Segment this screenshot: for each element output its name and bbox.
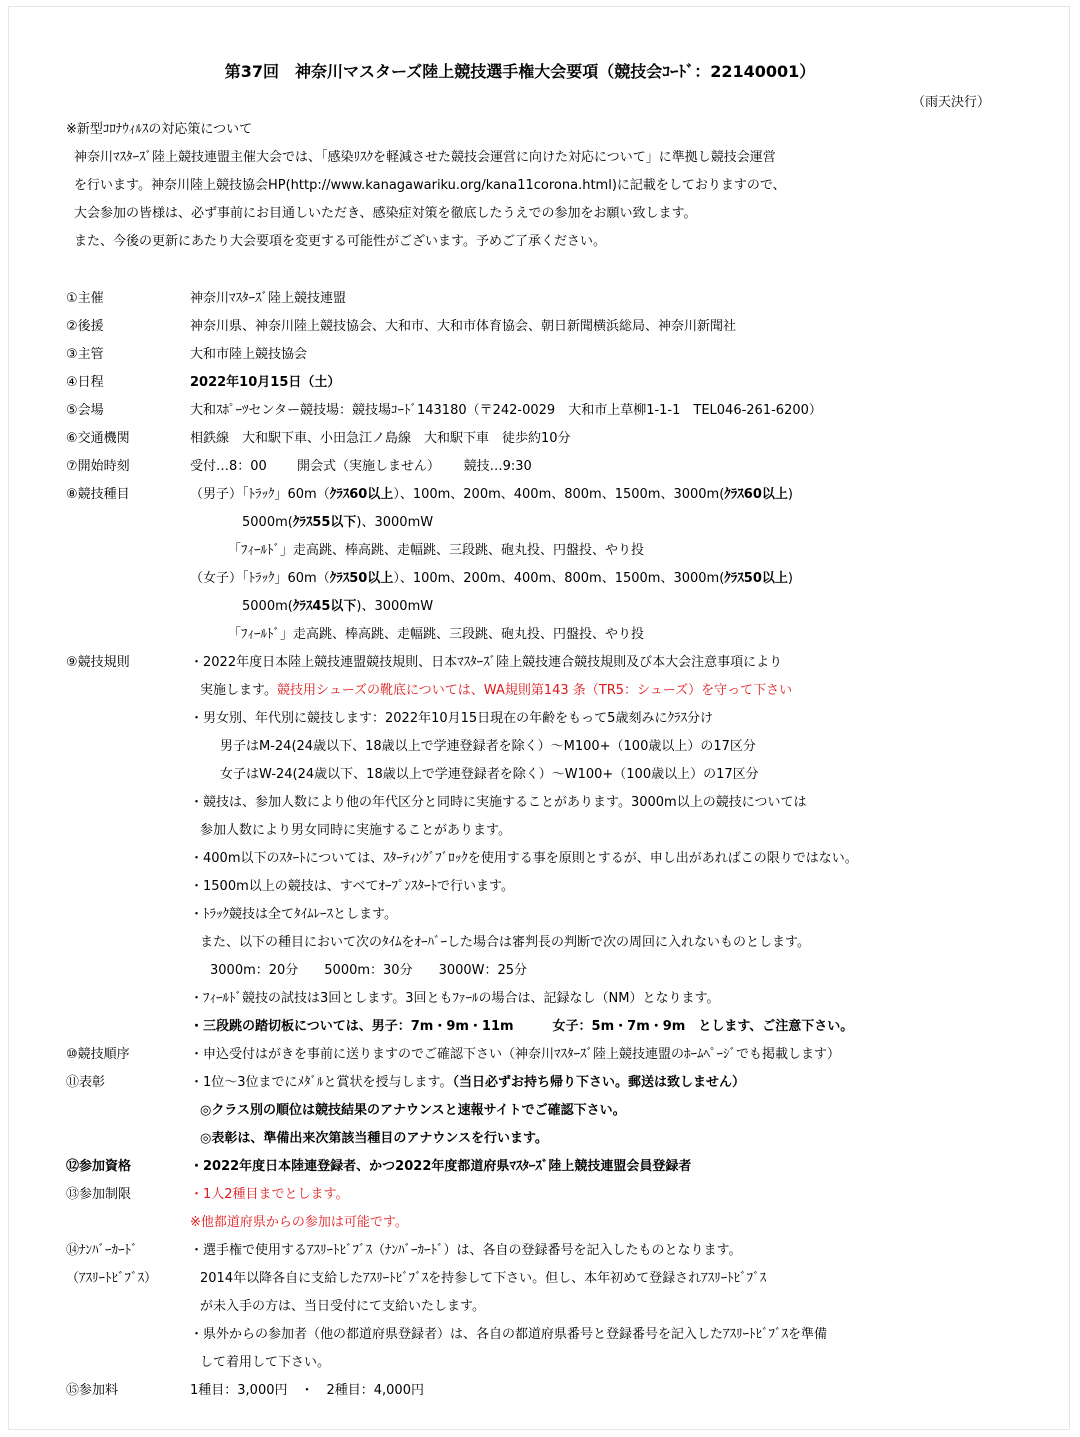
rules-line: ・ﾄﾗｯｸ競技は全てﾀｲﾑﾚｰｽとします。 bbox=[190, 907, 397, 922]
bib-line: ・県外からの参加者（他の都道府県登録者）は、各自の都道府県番号と登録番号を記入したｱｽﾘｰﾄﾋﾞﾌﾞｽを準備 bbox=[190, 1327, 828, 1342]
management-value: 大和市陸上競技協会 bbox=[190, 347, 308, 362]
order-value: ・申込受付はがきを事前に送りますのでご確認下さい（神奈川ﾏｽﾀｰｽﾞ陸上競技連盟のﾎｰﾑﾍﾟｰｼﾞでも掲載します） bbox=[190, 1047, 841, 1062]
events-label: ⑧競技種目 bbox=[66, 487, 130, 502]
bib-label: ⑭ﾅﾝﾊﾞｰｶｰﾄﾞ bbox=[66, 1243, 138, 1258]
sponsor-label: ①主催 bbox=[66, 291, 104, 306]
rules-line: ・2022年度日本陸上競技連盟競技規則、日本ﾏｽﾀｰｽﾞ陸上競技連合競技規則及び本大会注意事項により bbox=[190, 655, 783, 670]
date-value: 2022年10月15日（土） bbox=[190, 375, 341, 390]
women-field-line: 「ﾌｨｰﾙﾄﾞ」走高跳、棒高跳、走幅跳、三段跳、砲丸投、円盤投、やり投 bbox=[228, 627, 645, 642]
start-time-label: ⑦開始時刻 bbox=[66, 459, 130, 474]
sponsor-value: 神奈川ﾏｽﾀｰｽﾞ陸上競技連盟 bbox=[190, 291, 347, 306]
support-label: ②後援 bbox=[66, 319, 104, 334]
rules-line: ・1500m以上の競技は、すべてｵｰﾌﾟﾝｽﾀｰﾄで行います。 bbox=[190, 879, 514, 894]
rules-line: 3000m：20分 5000m：30分 3000W：25分 bbox=[210, 963, 528, 978]
rules-line: 女子はW-24(24歳以下、18歳以上で学連登録者を除く）～W100+（100歳以上）の17区分 bbox=[220, 767, 759, 782]
fee-value: 1種目：3,000円 ・ 2種目：4,000円 bbox=[190, 1383, 424, 1398]
shoe-rule-warning: 競技用シューズの靴底については、WA規則第143 条（TR5：シューズ）を守って下さい bbox=[276, 683, 793, 698]
rules-line: ・競技は、参加人数により他の年代区分と同時に実施することがあります。3000m以上の競技については bbox=[190, 795, 807, 810]
venue-value: 大和ｽﾎﾟｰﾂセンター競技場：競技場ｺｰﾄﾞ143180（〒242-0029 大和市上草柳1-1-1 TEL046-261-6200） bbox=[190, 403, 822, 418]
rules-label: ⑨競技規則 bbox=[66, 655, 130, 670]
rules-line: ・男女別、年代別に競技します：2022年10月15日現在の年齢をもって5歳刻みにｸﾗｽ分け bbox=[190, 711, 713, 726]
rules-line: また、以下の種目において次のﾀｲﾑをｵｰﾊﾞｰした場合は審判長の判断で次の周回に入れないものとします。 bbox=[200, 935, 810, 950]
support-value: 神奈川県、神奈川陸上競技協会、大和市、大和市体育協会、朝日新聞横浜総局、神奈川新聞社 bbox=[190, 319, 737, 334]
limit-line: ・1人2種目までとします。 bbox=[190, 1187, 349, 1202]
rules-line: 男子はM-24(24歳以下、18歳以上で学連登録者を除く）～M100+（100歳以上）の17区分 bbox=[220, 739, 756, 754]
notice-heading: ※新型ｺﾛﾅｳｨﾙｽの対応策について bbox=[66, 122, 253, 137]
bib-line: 2014年以降各自に支給したｱｽﾘｰﾄﾋﾞﾌﾞｽを持参して下さい。但し、本年初めて登録されｱｽﾘｰﾄﾋﾞﾌﾞｽ bbox=[200, 1271, 767, 1286]
rules-line: ・400m以下のｽﾀｰﾄについては、ｽﾀｰﾃｨﾝｸﾞﾌﾞﾛｯｸを使用する事を原則とするが、申し出があればこの限りではない。 bbox=[190, 851, 858, 866]
limit-label: ⑬参加制限 bbox=[66, 1187, 132, 1202]
men-track-line-2: 5000m(ｸﾗｽ55以下)、3000mW bbox=[242, 515, 434, 530]
order-label: ⑩競技順序 bbox=[66, 1047, 130, 1062]
notice-line: また、今後の更新にあたり大会要項を変更する可能性がございます。予めご了承ください。 bbox=[74, 234, 606, 249]
limit-line: ※他都道府県からの参加は可能です。 bbox=[190, 1215, 408, 1230]
document-title: 第37回 神奈川マスターズ陸上競技選手権大会要項（競技会ｺｰﾄﾞ：22140001） bbox=[224, 62, 816, 81]
venue-label: ⑤会場 bbox=[66, 403, 104, 418]
awards-line: ◎表彰は、準備出来次第該当種目のアナウンスを行います。 bbox=[200, 1131, 548, 1146]
notice-line: を行います。神奈川陸上競技協会HP(http://www.kanagawariku.org/kana11corona.html)に記載をしておりますので、 bbox=[74, 178, 786, 193]
men-field-line: 「ﾌｨｰﾙﾄﾞ」走高跳、棒高跳、走幅跳、三段跳、砲丸投、円盤投、やり投 bbox=[228, 543, 645, 558]
start-time-value: 受付…8：00 開会式（実施しません） 競技…9:30 bbox=[190, 459, 532, 474]
bib-line: ・選手権で使用するｱｽﾘｰﾄﾋﾞﾌﾞｽ（ﾅﾝﾊﾞｰｶｰﾄﾞ）は、各自の登録番号を記入したものとなります。 bbox=[190, 1243, 742, 1258]
transport-value: 相鉄線 大和駅下車、小田急江ノ島線 大和駅下車 徒歩約10分 bbox=[190, 431, 571, 446]
eligibility-label: ⑫参加資格 bbox=[66, 1159, 132, 1174]
women-track-line-2: 5000m(ｸﾗｽ45以下)、3000mW bbox=[242, 599, 434, 614]
awards-line: ・1位～3位までにﾒﾀﾞﾙと賞状を授与します。（当日必ずお持ち帰り下さい。郵送は致しません） bbox=[190, 1075, 746, 1090]
rules-line: ・三段跳の踏切板については、男子：7m・9m・11m 女子：5m・7m・9m とします、ご注意下さい。 bbox=[190, 1019, 854, 1034]
transport-label: ⑥交通機関 bbox=[66, 431, 130, 446]
women-track-line: （女子）「ﾄﾗｯｸ」60m（ｸﾗｽ50以上）、100m、200m、400m、800m、1500m、3000m(ｸﾗｽ50以上) bbox=[190, 571, 793, 586]
bib-label-sub: （ｱｽﾘｰﾄﾋﾞﾌﾞｽ） bbox=[66, 1271, 158, 1286]
rules-line: 参加人数により男女同時に実施することがあります。 bbox=[200, 823, 511, 838]
notice-line: 神奈川ﾏｽﾀｰｽﾞ陸上競技連盟主催大会では、「感染ﾘｽｸを軽減させた競技会運営に向けた対応について」に準拠し競技会運営 bbox=[74, 150, 776, 165]
fee-label: ⑮参加料 bbox=[66, 1383, 119, 1398]
bib-line: が未入手の方は、当日受付にて支給いたします。 bbox=[200, 1299, 485, 1314]
date-label: ④日程 bbox=[66, 375, 104, 390]
awards-label: ⑪表彰 bbox=[66, 1075, 106, 1090]
bib-line: して着用して下さい。 bbox=[200, 1355, 331, 1370]
rules-line: ・ﾌｨｰﾙﾄﾞ競技の試技は3回とします。3回ともﾌｧｰﾙの場合は、記録なし（NM）となります。 bbox=[190, 991, 720, 1006]
management-label: ③主管 bbox=[66, 347, 104, 362]
notice-line: 大会参加の皆様は、必ず事前にお目通しいただき、感染症対策を徹底したうえでの参加をお願い致します。 bbox=[74, 206, 697, 221]
men-track-line: （男子）「ﾄﾗｯｸ」60m（ｸﾗｽ60以上）、100m、200m、400m、800m、1500m、3000m(ｸﾗｽ60以上) bbox=[190, 487, 793, 502]
awards-line: ◎クラス別の順位は競技結果のアナウンスと速報サイトでご確認下さい。 bbox=[200, 1103, 626, 1118]
eligibility-value: ・2022年度日本陸連登録者、かつ2022年度都道府県ﾏｽﾀｰｽﾞ陸上競技連盟会員登録者 bbox=[190, 1159, 692, 1174]
rain-note: （雨天決行） bbox=[912, 95, 991, 110]
rules-line: 実施します。競技用シューズの靴底については、WA規則第143 条（TR5：シューズ）を守って下さい bbox=[200, 683, 793, 698]
